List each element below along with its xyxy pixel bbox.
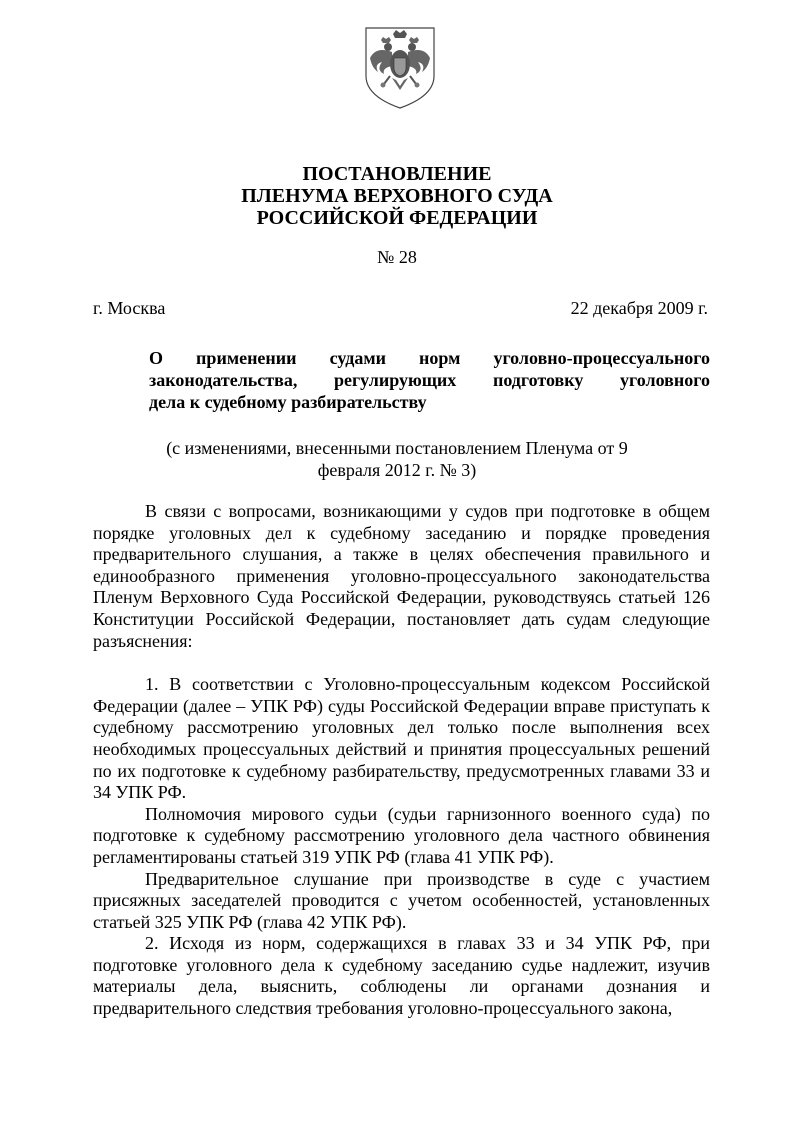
paragraph-1c: Предварительное слушание при производстве в суде с участием присяжных заседателей проводится с учетом особенностей, установленных статьей 325 УПК РФ (глава 42 УПК РФ). xyxy=(93,868,710,932)
document-city: г. Москва xyxy=(93,298,166,318)
document-date: 22 декабря 2009 г. xyxy=(570,298,708,318)
paragraph-1b: Полномочия мирового судьи (судьи гарнизонного военного суда) по подготовке к судебному рассмотрению уголовного дела частного обвинения регламентированы статьей 319 УПК РФ (глава 41 УПК РФ). xyxy=(93,803,710,867)
paragraph-2: 2. Исходя из норм, содержащихся в главах 33 и 34 УПК РФ, при подготовке уголовного дела к судебному заседанию судье надлежит, изучив материалы дела, выяснить, соблюдены ли органами дознания и предварительного следствия требования уголовно-процессуального закона, xyxy=(93,933,710,1019)
document-title xyxy=(149,347,710,413)
document-body xyxy=(93,501,710,1020)
amendment-line-1: (с изменениями, внесенными постановлением Пленума от 9 xyxy=(166,438,628,458)
document-header xyxy=(0,163,794,229)
header-line-2: ПЛЕНУМА ВЕРХОВНОГО СУДА xyxy=(241,185,553,207)
header-line-3: РОССИЙСКОЙ ФЕДЕРАЦИИ xyxy=(256,207,538,229)
document-number: № 28 xyxy=(377,247,417,267)
title-line-2: законодательства, регулирующих подготовку уголовного xyxy=(149,370,710,390)
amendment-line-2: февраля 2012 г. № 3) xyxy=(317,460,477,480)
title-line-1: О применении судами норм уголовно-процессуального xyxy=(149,348,710,368)
title-line-3: дела к судебному разбирательству xyxy=(149,392,427,412)
paragraph-1: 1. В соответствии с Уголовно-процессуальным кодексом Российской Федерации (далее – УПК РФ) суды Российской Федерации вправе приступать к судебному рассмотрению уголовных дел только после выполнения всех необходимых процессуальных действий и принятия процессуальных решений по их подготовке к судебному разбирательству, предусмотренных главами 33 и 34 УПК РФ. xyxy=(93,674,710,803)
amendment-note xyxy=(0,437,794,481)
header-line-1: ПОСТАНОВЛЕНИЕ xyxy=(302,163,492,185)
paragraph-intro: В связи с вопросами, возникающими у судов при подготовке в общем порядке уголовных дел к судебному заседанию и порядке проведения предварительного слушания, а также в целях обеспечения правильного и единообразного применения уголовно-процессуального законодательства Пленум Верховного Суда Российской Федерации, руководствуясь статьей 126 Конституции Российской Федерации, постановляет дать судам следующие разъяснения: xyxy=(93,501,710,651)
coat-of-arms-emblem xyxy=(362,24,438,110)
